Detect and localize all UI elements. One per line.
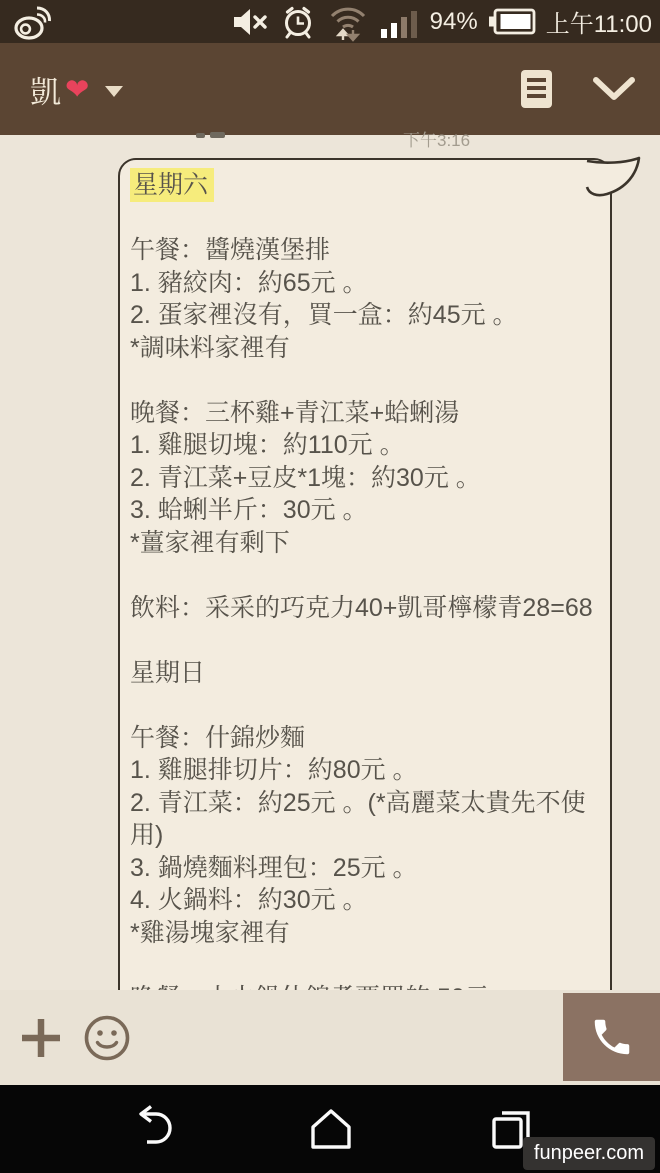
message-text [130, 169, 604, 1014]
dropdown-triangle-icon [105, 86, 123, 97]
message-line: 午餐：醬燒漢堡排 [130, 236, 331, 264]
wifi-updown-icon [326, 3, 370, 41]
signal-icon [380, 4, 420, 40]
plus-icon [18, 1015, 64, 1061]
battery-percent: 94% [429, 7, 478, 35]
message-line: 星期日 [130, 658, 206, 687]
alarm-icon [280, 4, 316, 40]
message-line [130, 364, 604, 397]
message-line: 1. 雞腿排切片：約80元 。 [130, 756, 418, 784]
clock-time: 上午11:00 [545, 11, 652, 38]
message-line: 2. 蛋家裡沒有，買一盒：約45元 。 [130, 301, 518, 329]
message-bubble[interactable] [118, 158, 612, 1038]
message-line: *薑家裡有剩下 [130, 528, 290, 557]
message-line: 1. 豬絞肉：約65元 。 [130, 268, 368, 297]
message-line: 用) [130, 821, 164, 849]
smiley-icon [82, 1013, 132, 1063]
message-line [130, 202, 604, 235]
message-line: *雞湯塊家裡有 [130, 918, 290, 947]
chat-area [0, 131, 660, 990]
message-line: 2. 青江菜：約25元 。(*高麗菜太貴先不使 [130, 788, 586, 817]
heart-emoji: ❤ [65, 73, 90, 106]
message-line: 午餐：什錦炒麵 [130, 723, 306, 752]
attach-button[interactable] [18, 1015, 64, 1061]
message-line: 1. 雞腿切塊：約110元 。 [130, 431, 405, 459]
chat-name: 凱 [30, 74, 61, 110]
message-line [130, 949, 604, 982]
message-line [130, 624, 604, 657]
weibo-icon [10, 2, 54, 42]
battery-icon [488, 8, 536, 35]
message-line: 飲料：采采的巧克力40+凱哥檸檬青28=68 [130, 593, 593, 622]
message-line: 3. 蛤蜊半斤：30元 。 [130, 496, 368, 524]
message-line [130, 559, 604, 592]
chevron-down-icon[interactable] [590, 76, 638, 102]
partial-previous-message [196, 133, 205, 138]
input-toolbar [0, 990, 660, 1085]
partial-previous-message [210, 132, 225, 138]
message-line: 晚餐：三杯雞+青江菜+蛤蜊湯 [130, 398, 460, 427]
message-line [130, 169, 604, 202]
mute-icon [232, 5, 270, 39]
chat-header [0, 43, 660, 135]
message-line: 3. 鍋燒麵料理包：25元 。 [130, 853, 418, 882]
call-button[interactable] [563, 993, 660, 1081]
chat-title-dropdown[interactable] [30, 67, 123, 112]
back-button[interactable] [128, 1104, 176, 1154]
emoji-button[interactable] [82, 1013, 132, 1063]
bubble-tail [587, 157, 641, 203]
previous-message-timestamp: 下午3:16 [403, 131, 471, 150]
message-line: 2. 青江菜+豆皮*1塊：約30元 。 [130, 463, 481, 492]
notes-icon[interactable] [521, 70, 552, 108]
home-button[interactable] [306, 1104, 356, 1154]
highlighted-day: 星期六 [130, 168, 214, 202]
message-line [130, 689, 604, 722]
watermark: funpeer.com [523, 1137, 655, 1170]
status-bar [0, 0, 660, 43]
message-line: 4. 火鍋料：約30元 。 [130, 886, 368, 914]
message-line: *調味料家裡有 [130, 333, 290, 362]
phone-icon [589, 1014, 635, 1060]
